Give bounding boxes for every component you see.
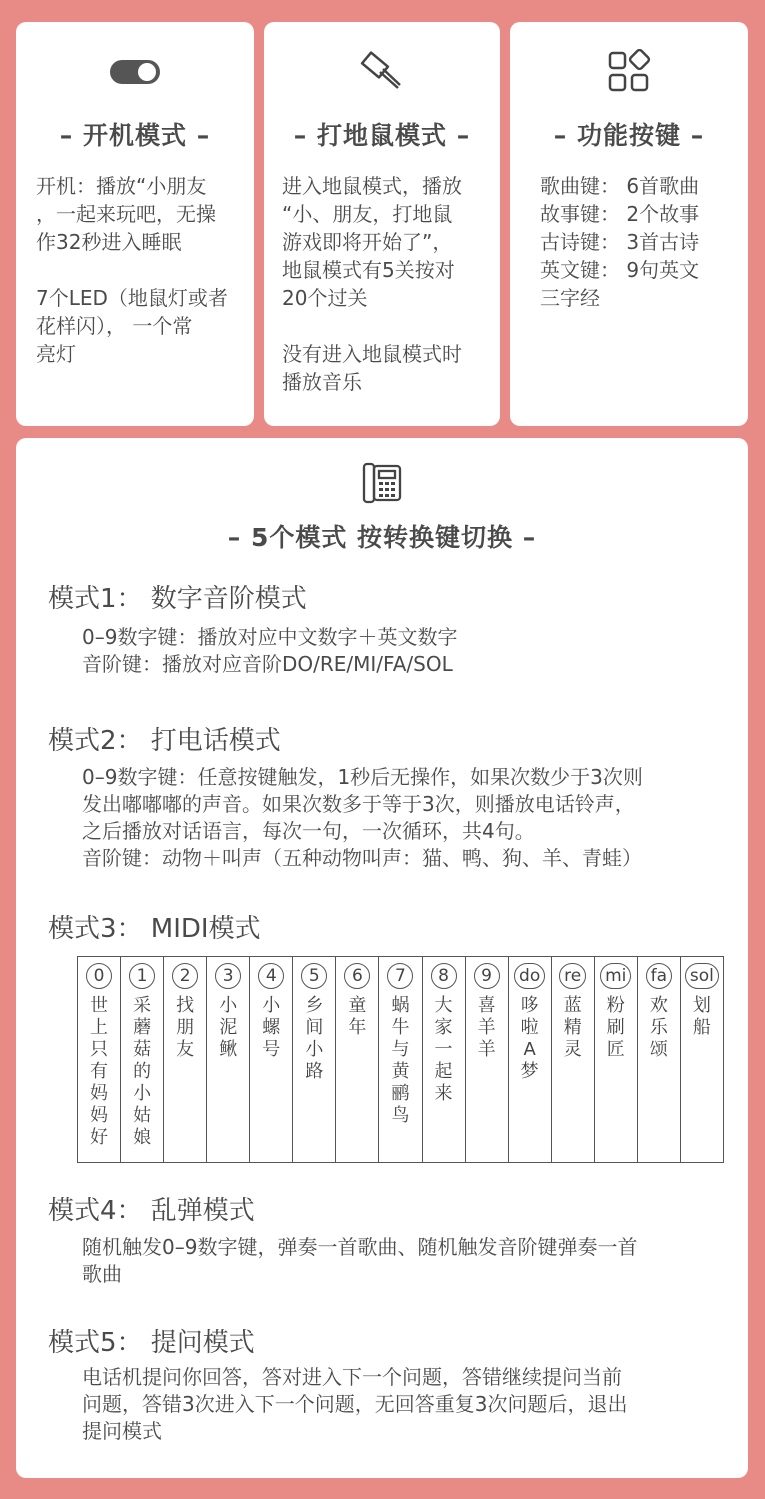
midi-song: 粉刷匠 (606, 995, 625, 1060)
midi-song: 欢乐颂 (649, 995, 668, 1060)
midi-column (466, 957, 509, 1162)
mode5-heading: 模式5： 提问模式 (48, 1328, 255, 1358)
modes-card (16, 438, 748, 1478)
midi-key: 8 (431, 963, 457, 989)
midi-column (164, 957, 207, 1162)
toggle-icon (16, 48, 254, 96)
midi-column (78, 957, 121, 1162)
midi-song: 哆啦A梦 (520, 995, 539, 1082)
midi-column (293, 957, 336, 1162)
grid-icon (510, 48, 748, 96)
midi-key: 5 (301, 963, 327, 989)
midi-key: 6 (344, 963, 370, 989)
midi-column (638, 957, 681, 1162)
midi-song: 世上只有妈妈好 (90, 995, 109, 1148)
mode1-heading: 模式1： 数字音阶模式 (48, 584, 307, 614)
midi-key: 1 (129, 963, 155, 989)
midi-song: 找朋友 (176, 995, 195, 1060)
midi-column (595, 957, 638, 1162)
modes-title: – 5个模式 按转换键切换 – (227, 523, 537, 552)
midi-song: 童年 (348, 995, 367, 1038)
midi-column (379, 957, 422, 1162)
function-keys-title: – 功能按键 – (553, 121, 705, 150)
function-keys-card (510, 22, 748, 426)
midi-key: mi (600, 963, 631, 989)
mode2-heading: 模式2： 打电话模式 (48, 726, 281, 756)
midi-table (77, 956, 724, 1163)
mode4-text: 随机触发0–9数字键，弹奏一首歌曲、随机触发音阶键弹奏一首 歌曲 (82, 1235, 638, 1286)
midi-song: 小螺号 (262, 995, 281, 1060)
midi-column (509, 957, 552, 1162)
midi-column (552, 957, 595, 1162)
power-mode-text: 开机：播放“小朋友 ，一起来玩吧，无操 作32秒进入睡眠 7个LED（地鼠灯或者 花样闪）， 一个常 亮灯 (36, 174, 228, 366)
hammer-icon (264, 48, 500, 96)
midi-key: sol (685, 963, 719, 989)
midi-key: 0 (86, 963, 112, 989)
whack-mode-card (264, 22, 500, 426)
midi-key: 7 (387, 963, 413, 989)
midi-song: 采蘑菇的小姑娘 (133, 995, 152, 1148)
midi-column (423, 957, 466, 1162)
midi-key: 9 (474, 963, 500, 989)
whack-mode-title: – 打地鼠模式 – (293, 121, 471, 150)
mode4-heading: 模式4： 乱弹模式 (48, 1196, 255, 1226)
mode2-text: 0–9数字键：任意按键触发，1秒后无操作，如果次数少于3次则 发出嘟嘟嘟的声音。如果次数多于等于3次，则播放电话铃声， 之后播放对话语言，每次一句，一次循环，共4句。 音阶键：动物＋叫声（五种动物叫声：猫、鸭、狗、羊、青蛙） (82, 765, 643, 870)
mode3-heading: 模式3： MIDI模式 (48, 914, 261, 944)
mode5-text: 电话机提问你回答，答对进入下一个问题，答错继续提问当前 问题，答错3次进入下一个问题，无回答重复3次问题后，退出 提问模式 (82, 1365, 628, 1443)
midi-column (250, 957, 293, 1162)
midi-key: do (514, 963, 545, 989)
whack-mode-text: 进入地鼠模式，播放 “小、朋友，打地鼠 游戏即将开始了”， 地鼠模式有5关按对 20个过关 没有进入地鼠模式时 播放音乐 (282, 174, 462, 394)
midi-column (681, 957, 723, 1162)
midi-song: 喜羊羊 (477, 995, 496, 1060)
power-mode-title: – 开机模式 – (59, 121, 211, 150)
midi-song: 划船 (692, 995, 711, 1038)
mode1-text: 0–9数字键：播放对应中文数字＋英文数字 音阶键：播放对应音阶DO/RE/MI/FA/SOL (82, 625, 458, 676)
midi-key: fa (646, 963, 672, 989)
midi-song: 大家一起来 (434, 995, 453, 1104)
midi-column (121, 957, 164, 1162)
midi-song: 乡间小路 (305, 995, 324, 1082)
function-keys-text: 歌曲键： 6首歌曲 故事键： 2个故事 古诗键： 3首古诗 英文键： 9句英文 三字经 (540, 174, 700, 310)
midi-key: 4 (258, 963, 284, 989)
midi-key: re (559, 963, 586, 989)
midi-song: 蓝精灵 (563, 995, 582, 1060)
midi-song: 蜗牛与黄鹂鸟 (391, 995, 410, 1126)
midi-song: 小泥鳅 (219, 995, 238, 1060)
midi-key: 2 (172, 963, 198, 989)
midi-column (207, 957, 250, 1162)
power-mode-card (16, 22, 254, 426)
phone-icon (16, 462, 748, 508)
midi-column (336, 957, 379, 1162)
midi-key: 3 (215, 963, 241, 989)
